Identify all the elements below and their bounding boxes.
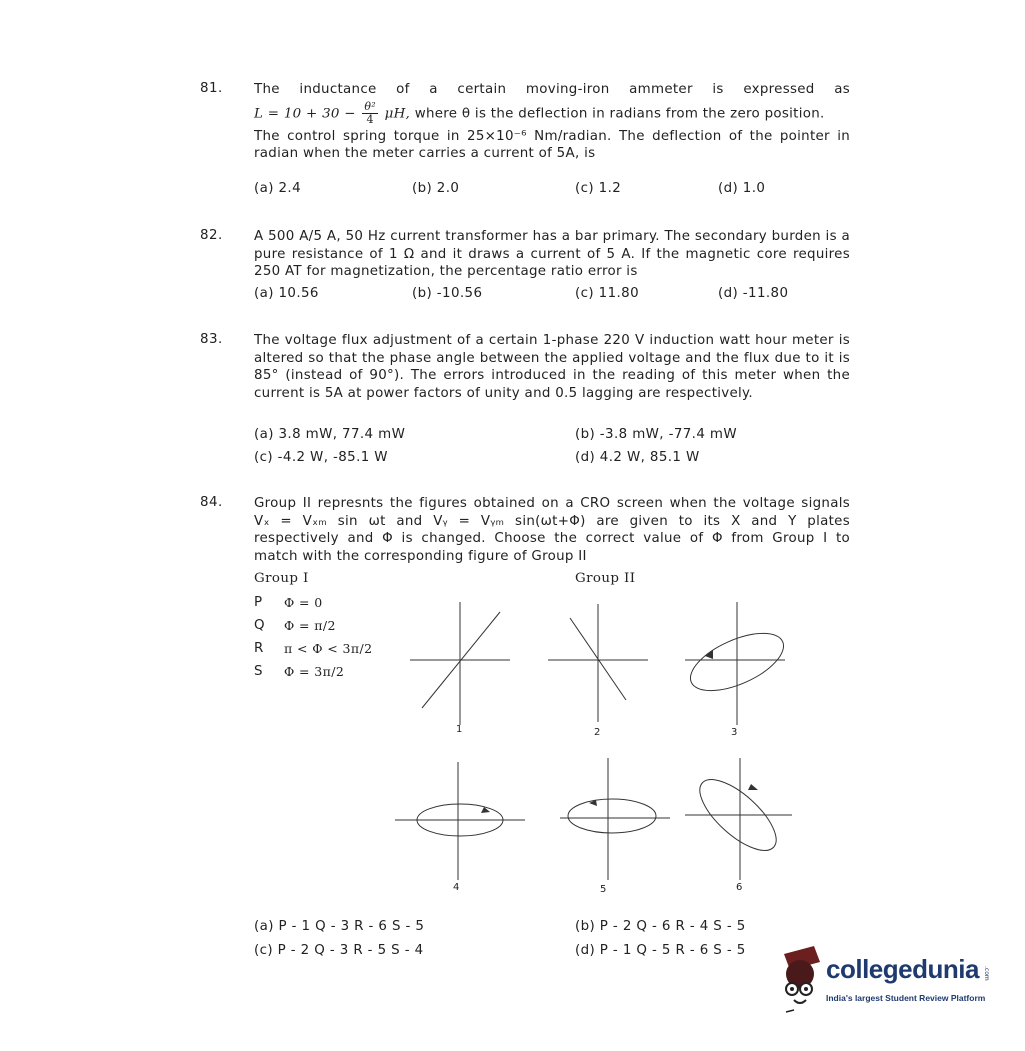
group-1-value: Φ = 3π/2	[284, 664, 345, 679]
group-1-key: Q	[254, 618, 265, 633]
question-line: The control spring torque in 25×10⁻⁶ Nm/radian. The deflection of the pointer in radian when the meter carries a current of 5A, is	[254, 128, 850, 162]
option-d: (d) 1.0	[718, 181, 766, 196]
figure-label: 3	[731, 727, 738, 738]
option-a: (a) 2.4	[254, 181, 302, 196]
figure-label: 5	[600, 884, 607, 895]
option-a: (a) 3.8 mW, 77.4 mW	[254, 427, 406, 442]
formula: L = 10 + 30 −	[254, 106, 356, 122]
group-1-key: S	[254, 664, 263, 679]
figure-1-straight-line	[410, 602, 510, 725]
figure-label: 2	[594, 727, 601, 738]
question-text: The voltage flux adjustment of a certain 1-phase 220 V induction watt hour meter is altered so that the phase angle between the applied voltage and the flux due to it is 85° (instead of 90°). The errors introduced in the reading of this meter when the current is 5A at power factors of unity and 0.5 lagging are respectively.	[254, 333, 850, 401]
option-d: (d) 4.2 W, 85.1 W	[575, 450, 700, 465]
option-b: (b) 2.0	[412, 181, 460, 196]
lissajous-figures	[380, 590, 810, 910]
option-b: (b) -3.8 mW, -77.4 mW	[575, 427, 737, 442]
group-1-value: π < Φ < 3π/2	[284, 641, 373, 656]
mascot-icon	[770, 940, 828, 1020]
question-line: The inductance of a certain moving-iron ammeter is expressed as	[254, 82, 850, 97]
figure-4-ellipse	[395, 762, 525, 880]
group-1-value: Φ = 0	[284, 595, 323, 610]
figure-2-straight-line	[548, 604, 648, 722]
figure-5-ellipse	[560, 758, 670, 880]
group-2-title: Group II	[575, 571, 636, 586]
option-a: (a) 10.56	[254, 286, 319, 301]
question-number: 83.	[200, 332, 223, 347]
figure-3-tilted-ellipse	[682, 602, 791, 725]
figure-6-tilted-ellipse	[685, 758, 792, 880]
brand-name: collegedunia	[826, 954, 979, 984]
formula-unit: μH,	[384, 106, 411, 122]
fraction: $\frac{\text{θ²}}{4}$	[364, 99, 377, 126]
question-text	[254, 495, 850, 565]
question-line: Group II represnts the figures obtained on a CRO screen when the voltage signals	[254, 496, 850, 511]
brand-suffix: .com	[983, 966, 990, 981]
option-c: (c) P - 2 Q - 3 R - 5 S - 4	[254, 943, 424, 958]
figure-label: 6	[736, 882, 743, 893]
option-a: (a) P - 1 Q - 3 R - 6 S - 5	[254, 919, 425, 934]
question-line: match with the corresponding figure of Group II	[254, 548, 587, 564]
option-d: (d) -11.80	[718, 286, 789, 301]
figure-label: 4	[453, 882, 460, 893]
question-line: respectively and Φ is changed. Choose the correct value of Φ from Group I to	[254, 531, 850, 547]
option-d: (d) P - 1 Q - 5 R - 6 S - 5	[575, 943, 746, 958]
option-c: (c) -4.2 W, -85.1 W	[254, 450, 388, 465]
question-number: 82.	[200, 228, 223, 243]
group-1-key: R	[254, 641, 264, 656]
collegedunia-logo	[770, 940, 1000, 1020]
group-1-key: P	[254, 595, 263, 610]
brand-tagline: India's largest Student Review Platform	[826, 993, 986, 1003]
option-c: (c) 11.80	[575, 286, 640, 301]
figure-label: 1	[456, 724, 463, 735]
question-line: Vₓ = Vₓₘ sin ωt and Vᵧ = Vᵧₘ sin(ωt+Φ) are given to its X and Y plates	[254, 513, 850, 529]
group-1-title: Group I	[254, 571, 309, 586]
question-number: 84.	[200, 495, 223, 510]
question-text: A 500 A/5 A, 50 Hz current transformer has a bar primary. The secondary burden is a pure resistance of 1 Ω and it draws a current of 5 A. If the magnetic core requires 250 AT for magnetization, the percentage ratio error is	[254, 229, 850, 280]
question-text	[254, 81, 850, 163]
option-c: (c) 1.2	[575, 181, 622, 196]
question-line: where θ is the deflection in radians from the zero position.	[414, 106, 825, 122]
option-b: (b) -10.56	[412, 286, 483, 301]
option-b: (b) P - 2 Q - 6 R - 4 S - 5	[575, 919, 746, 934]
formula-line	[254, 101, 850, 126]
question-number: 81.	[200, 81, 223, 96]
group-1-value: Φ = π/2	[284, 618, 336, 633]
